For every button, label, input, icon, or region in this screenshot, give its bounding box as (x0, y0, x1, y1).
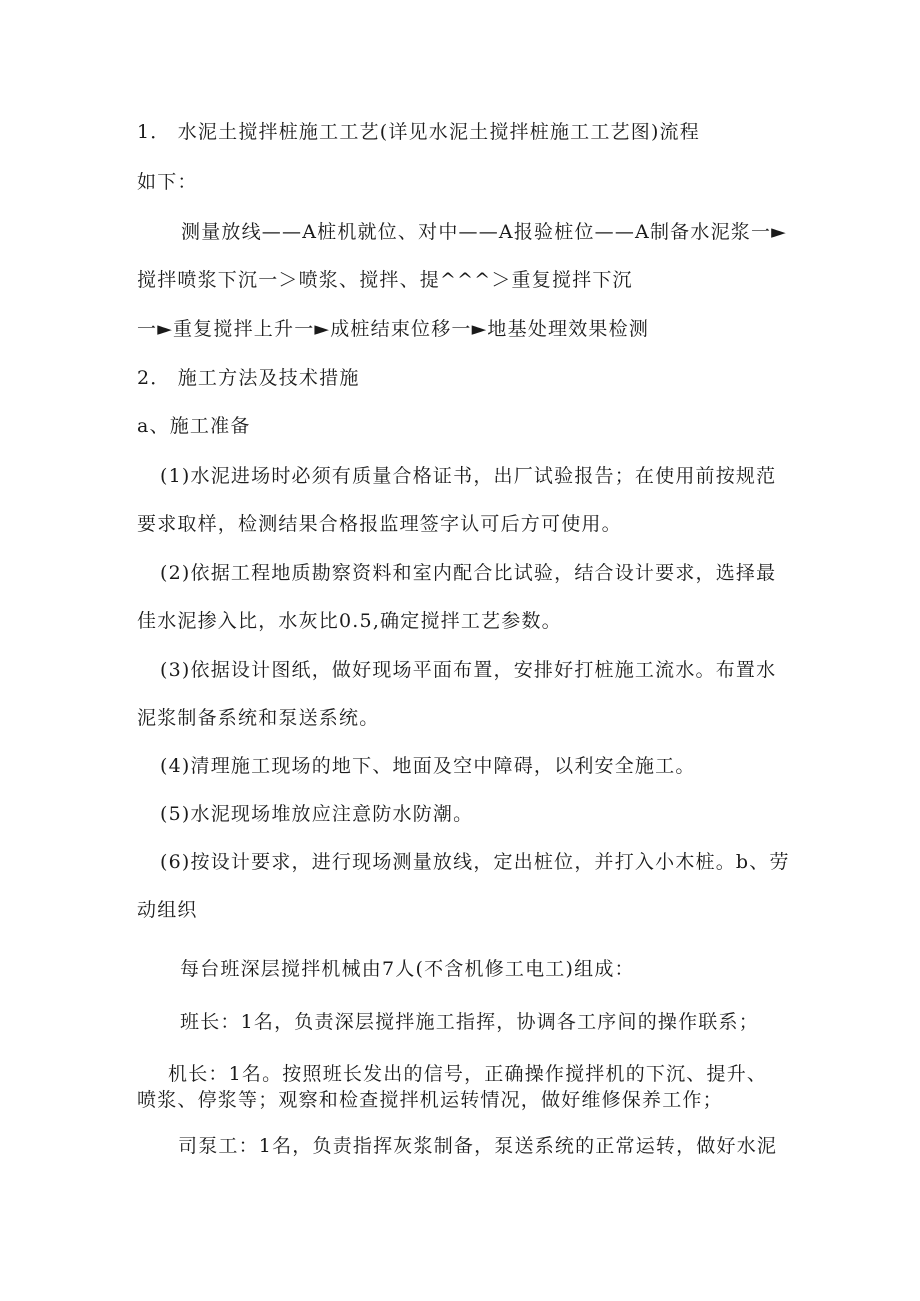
paragraph-line: (1)水泥进场时必须有质量合格证书，出厂试验报告；在使用前按规范 (160, 465, 777, 487)
paragraph-line: 泥浆制备系统和泵送系统。 (137, 707, 380, 729)
paragraph-line: 佳水泥掺入比，水灰比0.5,确定搅拌工艺参数。 (137, 610, 562, 632)
paragraph-line: 喷浆、停浆等；观察和检查搅拌机运转情况，做好维修保养工作； (137, 1089, 723, 1111)
paragraph-line: (3)依据设计图纸，做好现场平面布置，安排好打桩施工流水。布置水 (160, 659, 777, 681)
process-flow-line: 一►重复搅拌上升一►成桩结束位移一►地基处理效果检测 (137, 318, 650, 340)
process-flow-line: 搅拌喷浆下沉一＞喷浆、搅拌、提^^^＞重复搅拌下沉 (137, 269, 633, 291)
paragraph-line: 机长：1名。按照班长发出的信号，正确操作搅拌机的下沉、提升、 (168, 1063, 768, 1085)
section-heading-1: 1． 水泥土搅拌桩施工工艺(详见水泥土搅拌桩施工工艺图)流程 (137, 121, 700, 143)
paragraph-line: 动组织 (137, 899, 198, 921)
paragraph-line: 要求取样，检测结果合格报监理签字认可后方可使用。 (137, 513, 622, 535)
process-flow-line: 测量放线——A桩机就位、对中——A报验桩位——A制备水泥浆一► (181, 221, 787, 243)
paragraph-line: 司泵工：1名，负责指挥灰浆制备，泵送系统的正常运转，做好水泥 (178, 1135, 778, 1157)
paragraph-line: 班长：1名，负责深层搅拌施工指挥，协调各工序间的操作联系； (180, 1011, 759, 1033)
subsection-heading-a: a、施工准备 (137, 415, 251, 437)
paragraph-line: (2)依据工程地质勘察资料和室内配合比试验，结合设计要求，选择最 (160, 562, 777, 584)
paragraph-line: (4)清理施工现场的地下、地面及空中障碍，以利安全施工。 (160, 755, 696, 777)
paragraph-line: (6)按设计要求，进行现场测量放线，定出桩位，并打入小木桩。b、劳 (160, 851, 790, 873)
paragraph-line: 每台班深层搅拌机械由7人(不含机修工电工)组成： (180, 958, 635, 980)
paragraph-line: 如下： (137, 171, 198, 193)
paragraph-line: (5)水泥现场堆放应注意防水防潮。 (160, 803, 474, 825)
section-heading-2: 2． 施工方法及技术措施 (137, 367, 360, 389)
